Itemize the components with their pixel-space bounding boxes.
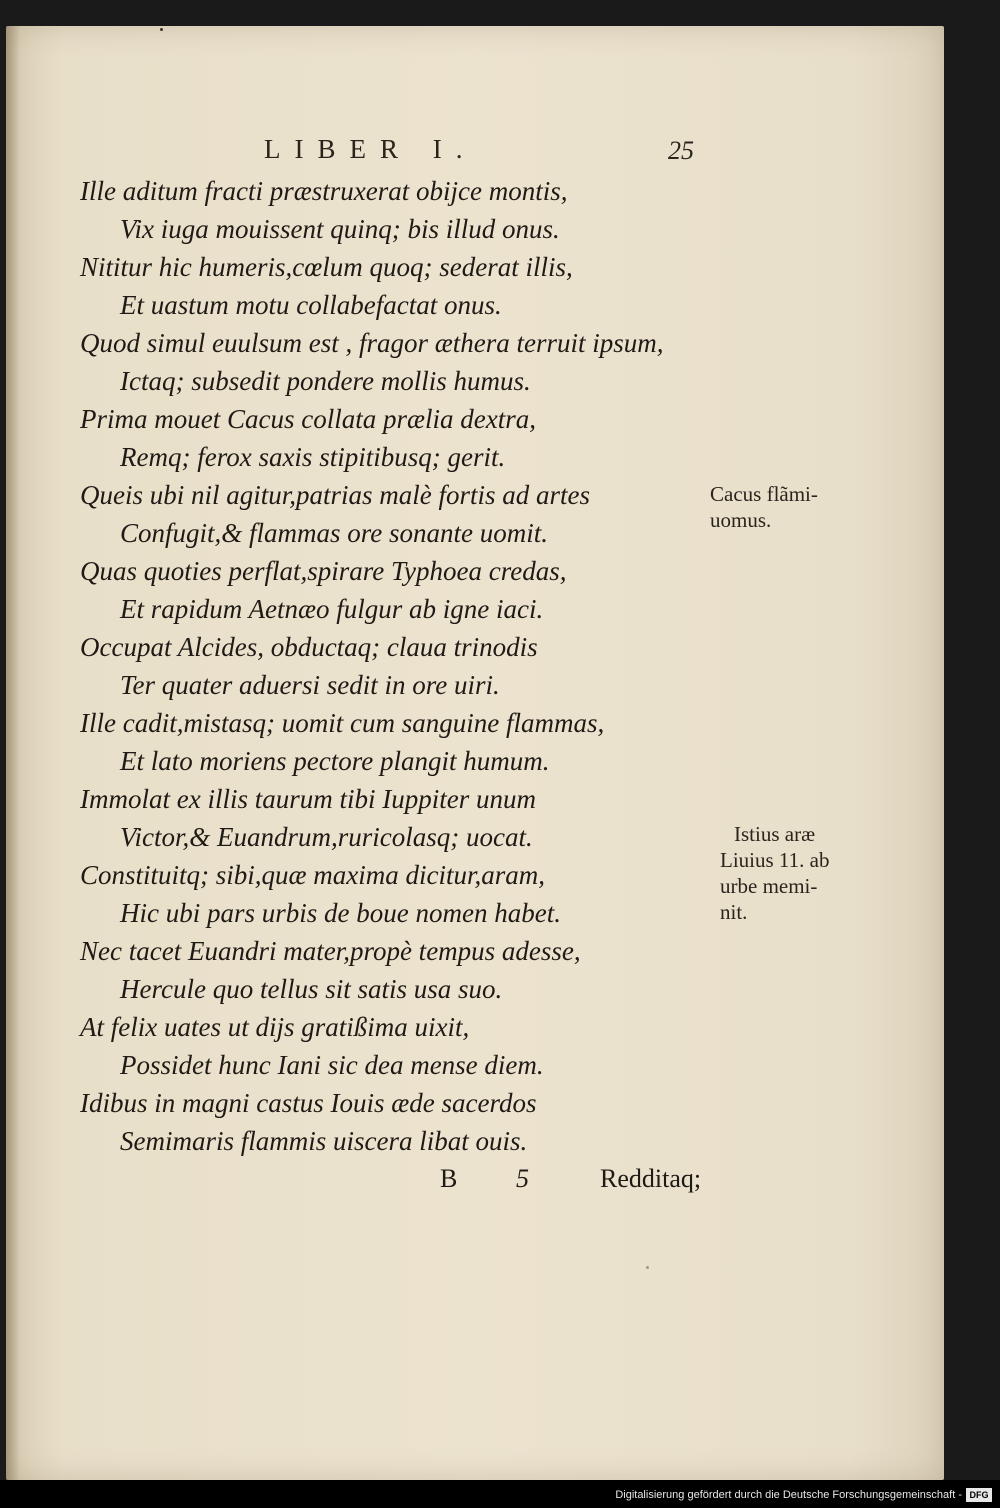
verse-line: Nec tacet Euandri mater,propè tempus adesse, <box>80 936 581 966</box>
paper-speck <box>646 1266 649 1269</box>
verse-line: Semimaris flammis uiscera libat ouis. <box>120 1126 528 1156</box>
verse-line: Ictaq; subsedit pondere mollis humus. <box>120 366 531 396</box>
running-title: LIBER I. <box>264 134 477 164</box>
verse-line: Remq; ferox saxis stipitibusq; gerit. <box>120 442 506 472</box>
book-page <box>6 26 944 1480</box>
verse-line: Immolat ex illis taurum tibi Iuppiter unum <box>80 784 536 814</box>
margin-note-line: Liuius 11. ab <box>720 848 830 872</box>
margin-note-line: Istius aræ <box>734 822 816 846</box>
footer-bar <box>0 1480 1000 1508</box>
verse-line: Ille cadit,mistasq; uomit cum sanguine flammas, <box>80 708 605 738</box>
verse-line: Quod simul euulsum est , fragor æthera terruit ipsum, <box>80 328 664 358</box>
verse-line: Ille aditum fracti præstruxerat obijce montis, <box>80 176 568 206</box>
signature-number: 5 <box>516 1164 529 1193</box>
verse-line: Vix iuga mouissent quinq; bis illud onus. <box>120 214 560 244</box>
verse-line: Quas quoties perflat,spirare Typhoea credas, <box>80 556 567 586</box>
verse-line: Idibus in magni castus Iouis æde sacerdos <box>80 1088 537 1118</box>
verse-line: Queis ubi nil agitur,patrias malè fortis ad artes <box>80 480 591 510</box>
verse-line: Constituitq; sibi,quæ maxima dicitur,aram, <box>80 860 546 890</box>
verse-line: Victor,& Euandrum,ruricolasq; uocat. <box>120 822 533 852</box>
verse-line: At felix uates ut dijs gratißima uixit, <box>80 1012 470 1042</box>
verse-line: Hic ubi pars urbis de boue nomen habet. <box>120 898 561 928</box>
dfg-logo-icon: DFG <box>966 1488 992 1502</box>
verse-line: Hercule quo tellus sit satis usa suo. <box>120 974 503 1004</box>
verse-line: Et rapidum Aetnæo fulgur ab igne iaci. <box>120 594 544 624</box>
catchword: Redditaq; <box>600 1164 702 1193</box>
verse-line: Confugit,& flammas ore sonante uomit. <box>120 518 549 548</box>
verse-line: Possidet hunc Iani sic dea mense diem. <box>120 1050 544 1080</box>
margin-note-line: urbe memi- <box>720 874 818 898</box>
verse-line: Prima mouet Cacus collata prælia dextra, <box>80 404 536 434</box>
signature-letter: B <box>440 1164 458 1193</box>
footer-credit: Digitalisierung gefördert durch die Deutsche Forschungsgemeinschaft - <box>615 1489 962 1501</box>
verse-line: Et uastum motu collabefactat onus. <box>120 290 502 320</box>
page-number: 25 <box>668 136 694 165</box>
paper-speck <box>160 28 163 31</box>
margin-note-line: uomus. <box>710 508 772 532</box>
margin-note-line: Cacus flãmi- <box>710 482 818 506</box>
page-gutter-shadow <box>6 26 20 1480</box>
verse-line: Occupat Alcides, obductaq; claua trinodis <box>80 632 538 662</box>
verse-line: Et lato moriens pectore plangit humum. <box>120 746 550 776</box>
margin-note-line: nit. <box>720 900 748 924</box>
verse-line: Ter quater aduersi sedit in ore uiri. <box>120 670 500 700</box>
verse-line: Nititur hic humeris,cœlum quoq; sederat illis, <box>80 252 573 282</box>
